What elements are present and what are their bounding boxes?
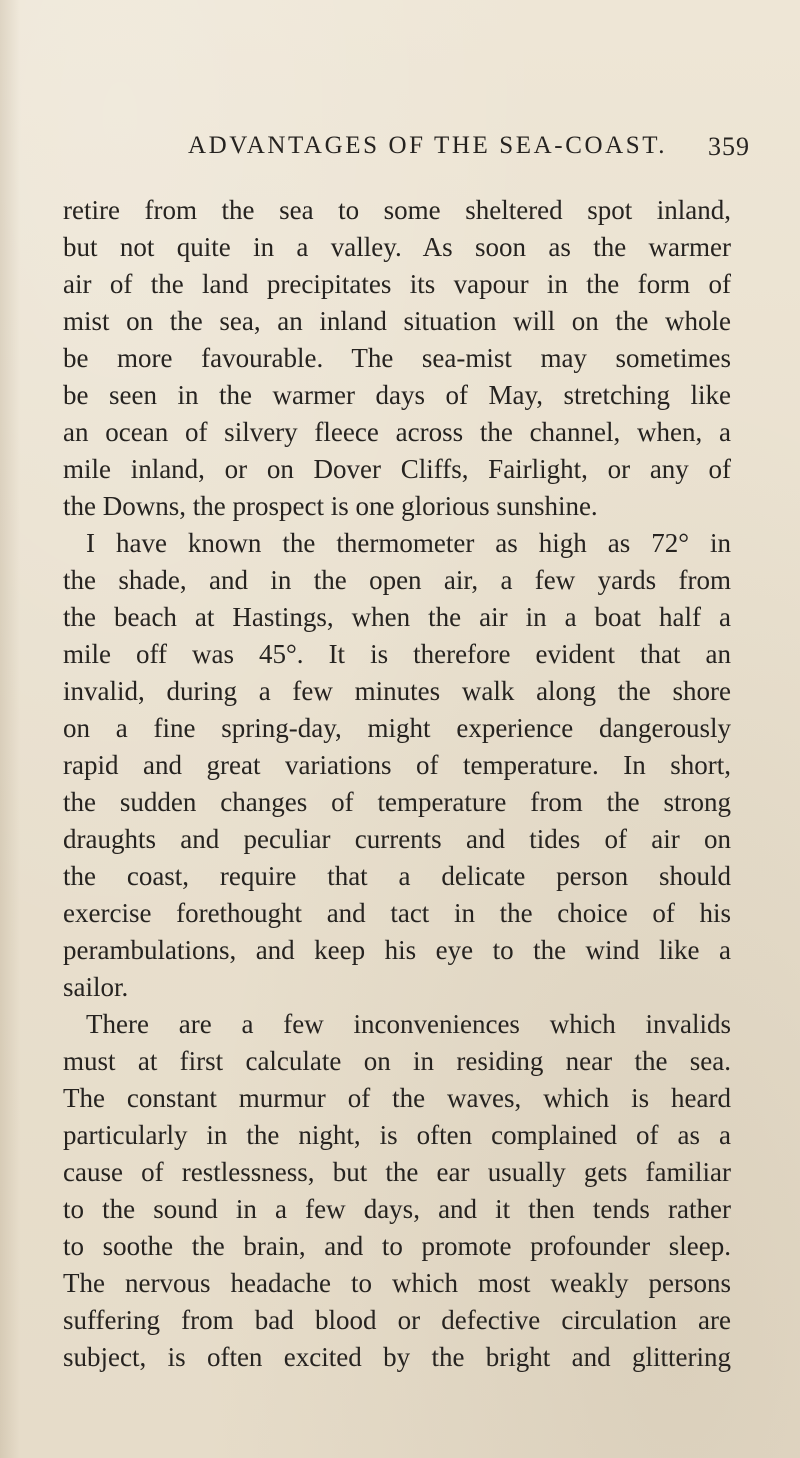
running-header bbox=[0, 132, 800, 172]
running-title: ADVANTAGES OF THE SEA-COAST. bbox=[188, 132, 668, 159]
body-text bbox=[63, 192, 731, 1376]
text-line: the Downs, the prospect is one glorious sunshine. bbox=[63, 491, 598, 521]
text-line: mile inland, or on Dover Cliffs, Fairlight, or any of bbox=[63, 454, 731, 484]
text-line: an ocean of silvery fleece across the channel, when, a bbox=[63, 417, 731, 447]
text-line: the sudden changes of temperature from the strong bbox=[63, 787, 731, 817]
text-line: on a fine spring-day, might experience dangerously bbox=[63, 713, 731, 743]
paragraph-start-line: There are a few inconveniences which invalids bbox=[86, 1009, 731, 1039]
text-line: must at first calculate on in residing near the sea. bbox=[63, 1046, 731, 1076]
text-line: the shade, and in the open air, a few yards from bbox=[63, 565, 731, 595]
text-line: to the sound in a few days, and it then tends rather bbox=[63, 1194, 731, 1224]
text-line: perambulations, and keep his eye to the wind like a bbox=[63, 935, 731, 965]
text-line: the beach at Hastings, when the air in a boat half a bbox=[63, 602, 731, 632]
text-line: retire from the sea to some sheltered spot inland, bbox=[63, 195, 731, 225]
text-line: particularly in the night, is often complained of as a bbox=[63, 1120, 731, 1150]
text-line: cause of restlessness, but the ear usually gets familiar bbox=[63, 1157, 731, 1187]
text-line: be more favourable. The sea-mist may sometimes bbox=[63, 343, 731, 373]
text-line: mist on the sea, an inland situation will on the whole bbox=[63, 306, 731, 336]
paragraph-start-line: I have known the thermometer as high as 72° in bbox=[86, 528, 731, 558]
text-line: draughts and peculiar currents and tides of air on bbox=[63, 824, 731, 854]
text-line: mile off was 45°. It is therefore evident that an bbox=[63, 639, 731, 669]
text-line: but not quite in a valley. As soon as the warmer bbox=[63, 232, 731, 262]
page-number: 359 bbox=[708, 132, 750, 161]
text-line: subject, is often excited by the bright and glittering bbox=[63, 1342, 731, 1372]
text-line: rapid and great variations of temperature. In short, bbox=[63, 750, 731, 780]
text-line: suffering from bad blood or defective circulation are bbox=[63, 1305, 731, 1335]
text-line: The nervous headache to which most weakly persons bbox=[63, 1268, 731, 1298]
text-line: be seen in the warmer days of May, stretching like bbox=[63, 380, 731, 410]
text-line: exercise forethought and tact in the choice of his bbox=[63, 898, 731, 928]
text-line: the coast, require that a delicate person should bbox=[63, 861, 731, 891]
text-line: The constant murmur of the waves, which is heard bbox=[63, 1083, 731, 1113]
text-line: to soothe the brain, and to promote profounder sleep. bbox=[63, 1231, 731, 1261]
text-line: sailor. bbox=[63, 972, 129, 1002]
text-line: air of the land precipitates its vapour in the form of bbox=[63, 269, 731, 299]
text-line: invalid, during a few minutes walk along the shore bbox=[63, 676, 731, 706]
